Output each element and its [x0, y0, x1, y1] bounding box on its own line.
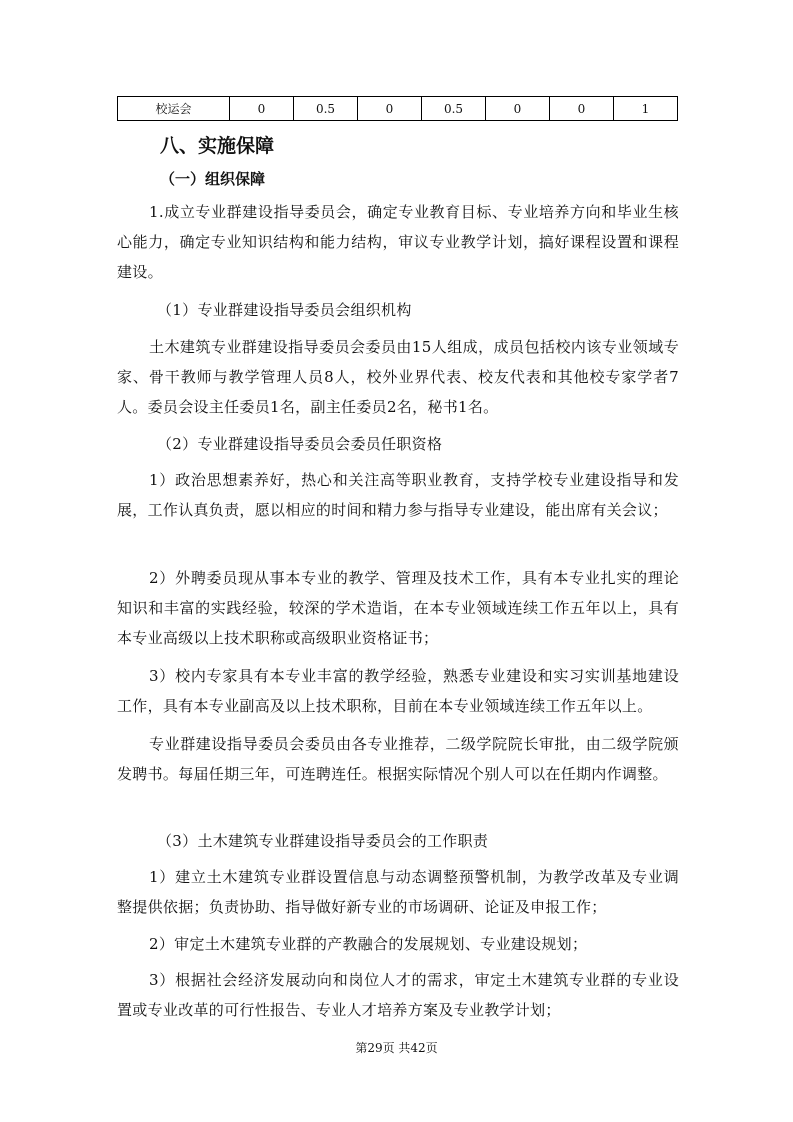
score-table — [117, 96, 678, 121]
table-cell: 1 — [614, 97, 678, 121]
table-cell: 0 — [358, 97, 422, 121]
paragraph-heading-structure: （1）专业群建设指导委员会组织机构 — [157, 301, 412, 319]
paragraph-structure: 土木建筑专业群建设指导委员会委员由15人组成，成员包括校内该专业领域专家、骨干教师与教学管理人员8人，校外业界代表、校友代表和其他校专家学者7人。委员会设主任委员1名，副主任委员2名，秘书1名。 — [117, 338, 679, 416]
table-row — [118, 97, 678, 121]
paragraph-duty-1: 1）建立土木建筑专业群设置信息与动态调整预警机制，为教学改革及专业调整提供依据；负责协助、指导做好新专业的市场调研、论证及申报工作； — [117, 868, 679, 916]
table-cell: 0 — [230, 97, 294, 121]
paragraph-heading-qualification: （2）专业群建设指导委员会委员任职资格 — [157, 435, 443, 453]
section-title: 八、实施保障 — [160, 135, 275, 157]
paragraph-qualification-3: 3）校内专家具有本专业丰富的教学经验，熟悉专业建设和实习实训基地建设工作，具有本专业副高及以上技术职称，目前在本专业领域连续工作五年以上。 — [117, 667, 679, 715]
paragraph-appointment: 专业群建设指导委员会委员由各专业推荐，二级学院院长审批，由二级学院颁发聘书。每届任期三年，可连聘连任。根据实际情况个别人可以在任期内作调整。 — [117, 735, 679, 783]
paragraph-committee-purpose: 1.成立专业群建设指导委员会，确定专业教育目标、专业培养方向和毕业生核心能力，确定专业知识结构和能力结构，审议专业教学计划，搞好课程设置和课程建设。 — [117, 203, 679, 281]
paragraph-duty-2: 2）审定土木建筑专业群的产教融合的发展规划、专业建设规划； — [149, 935, 588, 953]
page-footer: 第29页 共42页 — [355, 1041, 438, 1055]
paragraph-qualification-2: 2）外聘委员现从事本专业的教学、管理及技术工作，具有本专业扎实的理论知识和丰富的实践经验，较深的学术造诣，在本专业领域连续工作五年以上，具有本专业高级以上技术职称或高级职业资格证书； — [117, 569, 679, 647]
table-cell: 0.5 — [422, 97, 486, 121]
table-cell-label: 校运会 — [118, 97, 230, 121]
table-cell: 0.5 — [294, 97, 358, 121]
table-cell: 0 — [486, 97, 550, 121]
paragraph-qualification-1: 1）政治思想素养好，热心和关注高等职业教育，支持学校专业建设指导和发展，工作认真负责，愿以相应的时间和精力参与指导专业建设，能出席有关会议； — [117, 471, 679, 519]
table-cell: 0 — [550, 97, 614, 121]
paragraph-heading-duties: （3）土木建筑专业群建设指导委员会的工作职责 — [157, 832, 489, 850]
subsection-title: （一）组织保障 — [160, 170, 266, 188]
paragraph-duty-3: 3）根据社会经济发展动向和岗位人才的需求，审定土木建筑专业群的专业设置或专业改革的可行性报告、专业人才培养方案及专业教学计划； — [117, 971, 679, 1019]
